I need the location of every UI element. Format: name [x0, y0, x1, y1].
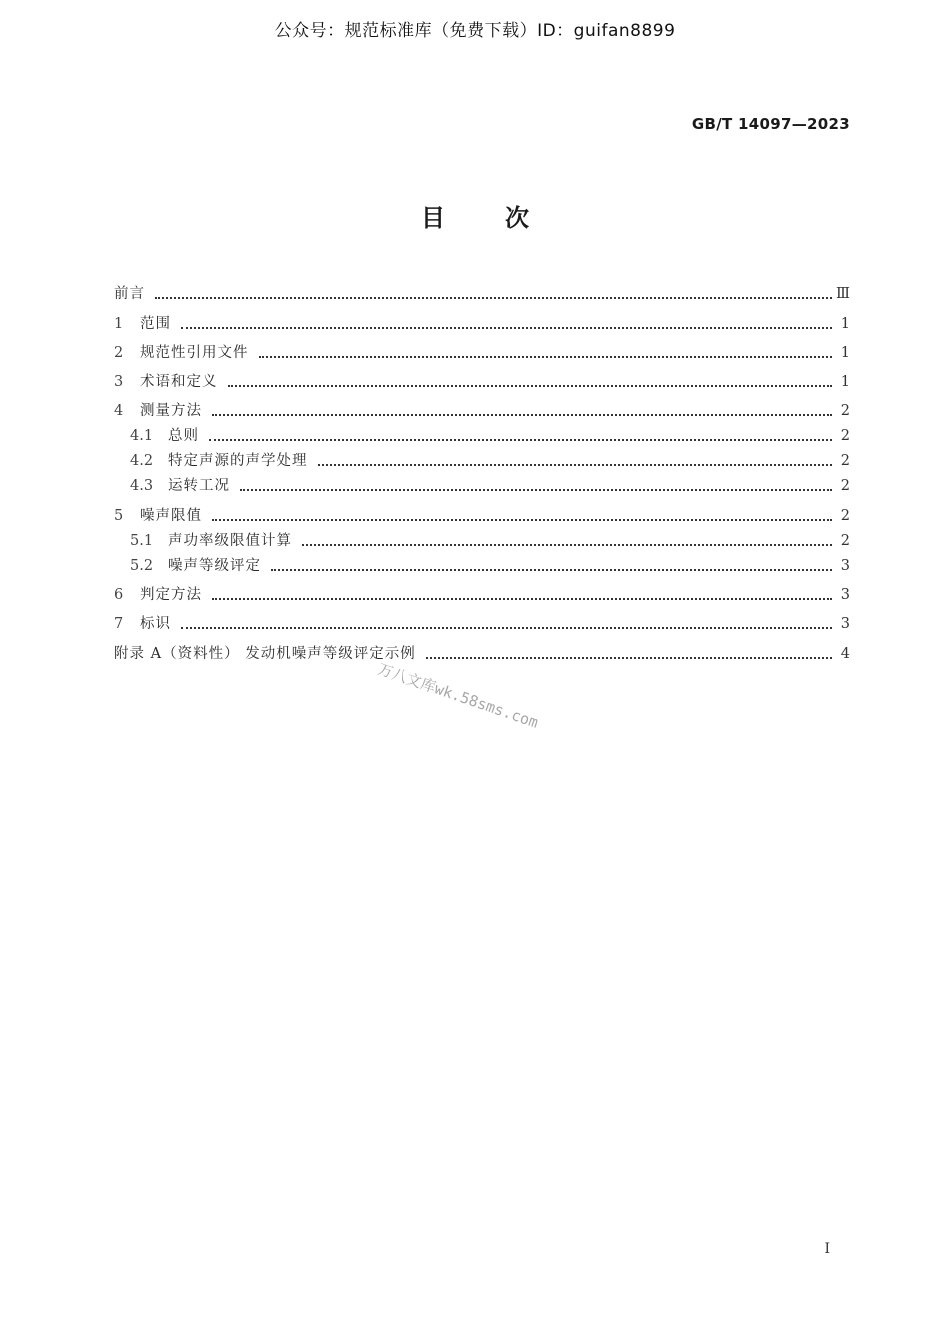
toc-entry[interactable]: [114, 575, 850, 604]
toc-entry-label: 运转工况: [168, 478, 230, 495]
toc-entry-page: 3: [840, 587, 850, 604]
toc-entry-label: 范围: [140, 315, 171, 332]
standard-code: GB/T 14097—2023: [691, 115, 850, 133]
toc-entry-label: 总则: [168, 428, 199, 445]
toc-entry-page: 2: [840, 403, 850, 420]
dot-leader: [181, 326, 832, 329]
toc-entry-number: 1: [114, 315, 124, 332]
toc-entry-page: 2: [840, 532, 850, 549]
dot-leader: [181, 626, 832, 629]
toc-entry[interactable]: [114, 550, 850, 575]
toc-entry-label: 声功率级限值计算: [168, 532, 292, 549]
dot-leader: [426, 656, 832, 659]
toc-entry[interactable]: [114, 445, 850, 470]
table-of-contents: [114, 274, 850, 663]
toc-entry-number: 4.1: [130, 428, 154, 445]
dot-leader: [318, 463, 833, 466]
toc-entry[interactable]: [114, 604, 850, 633]
toc-entry[interactable]: [114, 495, 850, 524]
dot-leader: [228, 384, 833, 387]
toc-entry-page: 3: [840, 557, 850, 574]
toc-entry-number: 4.3: [130, 478, 154, 495]
toc-entry-page: 1: [840, 374, 850, 391]
toc-entry-number: 5.1: [130, 532, 154, 549]
header-banner: 公众号：规范标准库（免费下载）ID：guifan8899: [274, 21, 676, 41]
toc-entry-label: 标识: [140, 616, 171, 633]
toc-entry-label: 判定方法: [140, 587, 202, 604]
toc-entry-label: 术语和定义: [140, 374, 218, 391]
dot-leader: [155, 296, 832, 299]
toc-entry[interactable]: [114, 274, 850, 303]
toc-entry-number: 7: [114, 616, 124, 633]
toc-entry-page: 2: [840, 507, 850, 524]
dot-leader: [302, 543, 832, 546]
toc-entry-label: 噪声等级评定: [168, 557, 261, 574]
toc-entry[interactable]: [114, 362, 850, 391]
toc-entry-number: 2: [114, 344, 124, 361]
toc-entry-label: 前言: [114, 286, 145, 303]
toc-entry-page: 1: [840, 344, 850, 361]
toc-entry[interactable]: [114, 391, 850, 420]
toc-entry-page: Ⅲ: [836, 286, 850, 303]
dot-leader: [209, 438, 832, 441]
watermark: 万八文库wk.58sms.com: [375, 659, 541, 732]
toc-entry-page: 1: [840, 315, 850, 332]
toc-entry[interactable]: [114, 420, 850, 445]
toc-entry-page: 2: [840, 478, 850, 495]
toc-entry[interactable]: [114, 333, 850, 362]
toc-entry-number: 4: [114, 403, 124, 420]
toc-entry-page: 2: [840, 428, 850, 445]
toc-entry-page: 2: [840, 453, 850, 470]
toc-entry[interactable]: [114, 525, 850, 550]
dot-leader: [212, 413, 832, 416]
toc-entry-label: 附录 A（资料性） 发动机噪声等级评定示例: [114, 645, 416, 662]
toc-entry-page: 4: [840, 645, 850, 662]
toc-entry-number: 4.2: [130, 453, 154, 470]
toc-entry[interactable]: [114, 303, 850, 332]
toc-entry-number: 5: [114, 507, 124, 524]
dot-leader: [212, 597, 832, 600]
toc-entry-label: 规范性引用文件: [140, 344, 249, 361]
toc-entry-label: 噪声限值: [140, 507, 202, 524]
dot-leader: [259, 355, 833, 358]
dot-leader: [240, 488, 832, 491]
toc-entry[interactable]: [114, 470, 850, 495]
dot-leader: [212, 518, 832, 521]
page-number: I: [824, 1241, 830, 1257]
dot-leader: [271, 568, 832, 571]
toc-entry-number: 5.2: [130, 557, 154, 574]
toc-title: 目次: [421, 204, 589, 232]
toc-entry[interactable]: [114, 633, 850, 662]
toc-entry-page: 3: [840, 616, 850, 633]
toc-entry-number: 6: [114, 587, 124, 604]
toc-entry-number: 3: [114, 374, 124, 391]
toc-entry-label: 特定声源的声学处理: [168, 453, 308, 470]
toc-entry-label: 测量方法: [140, 403, 202, 420]
